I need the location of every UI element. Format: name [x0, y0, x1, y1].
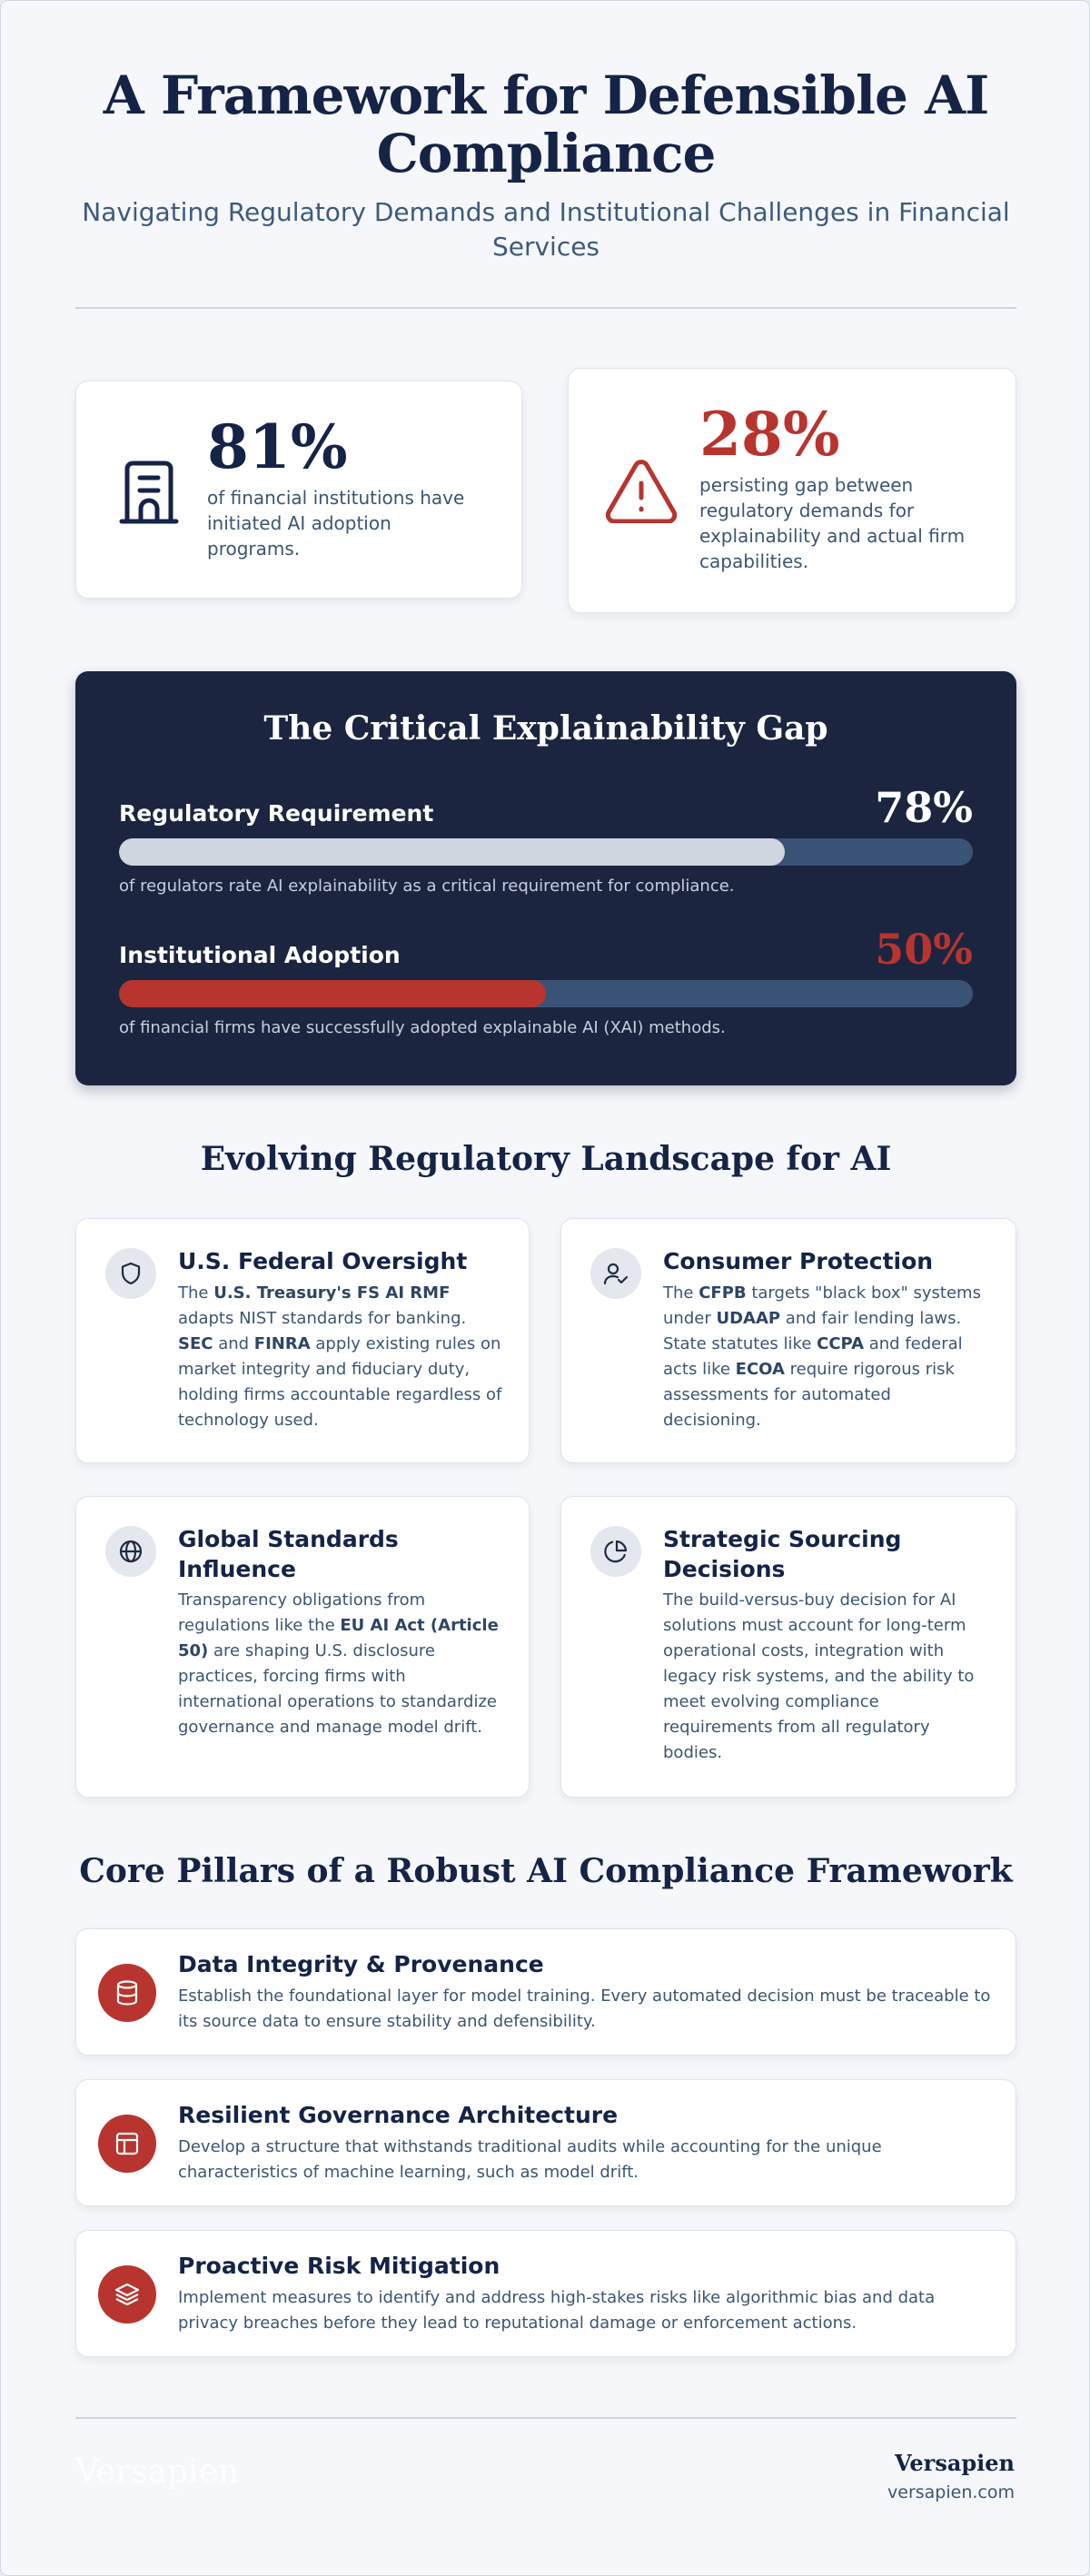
footer-divider: [75, 2417, 1016, 2419]
stat-card-adoption: [75, 381, 522, 599]
footer-url[interactable]: versapien.com: [887, 2482, 1015, 2502]
pie-chart-icon: [590, 1526, 641, 1577]
pillar-title: Proactive Risk Mitigation: [178, 2253, 500, 2279]
emphasis: CFPB: [699, 1283, 747, 1303]
emphasis: UDAAP: [716, 1309, 781, 1328]
building-icon: [118, 460, 180, 529]
pillar-title: Data Integrity & Provenance: [178, 1951, 544, 1977]
layout-icon: [98, 2115, 156, 2173]
gap-desc-regulatory: of regulators rate AI explainability as a critical requirement for compliance.: [119, 877, 735, 896]
layers-icon: [98, 2265, 156, 2323]
database-icon: [98, 1964, 156, 2022]
stat-value: 81%: [207, 411, 348, 482]
pillars-heading: Core Pillars of a Robust AI Compliance Framework: [79, 1852, 1013, 1890]
explainability-gap-panel: [75, 671, 1016, 1085]
landscape-card-federal: [75, 1218, 530, 1463]
gap-value-institutional: 50%: [875, 925, 973, 974]
stat-description: of financial institutions have initiated AI adoption programs.: [207, 487, 465, 560]
emphasis: FINRA: [253, 1334, 311, 1353]
card-body: The build-versus-buy decision for AI solutions must account for long-term operational costs, integration with legacy risk systems, and the ability to meet evolving compliance requirements from all regulatory bodies.: [663, 1590, 975, 1762]
gap-label-institutional: Institutional Adoption: [119, 942, 401, 968]
progress-track-regulatory: [119, 838, 973, 866]
pillar-risk-mitigation: [75, 2230, 1016, 2357]
landscape-card-sourcing: [560, 1496, 1016, 1798]
landscape-card-global: [75, 1496, 530, 1798]
emphasis: U.S. Treasury's FS AI RMF: [213, 1283, 451, 1303]
header-divider: [75, 307, 1016, 309]
pillar-body: Develop a structure that withstands traditional audits while accounting for the unique characteristics of machine learning, such as model drift.: [178, 2137, 882, 2182]
progress-fill-institutional: [119, 980, 546, 1007]
progress-track-institutional: [119, 980, 973, 1007]
warning-icon: [605, 458, 678, 527]
footer-logo: Versapien: [75, 2453, 240, 2491]
pillar-body: Establish the foundational layer for model training. Every automated decision must be traceable to its source data to ensure stability and defensibility.: [178, 1986, 991, 2031]
shield-icon: [105, 1248, 156, 1299]
card-body: The CFPB targets "black box" systems under UDAAP and fair lending laws. State statutes like CCPA and federal acts like ECOA require rigorous risk assessments for automated decisioning.: [663, 1283, 981, 1430]
landscape-card-consumer: [560, 1218, 1016, 1463]
emphasis: CCPA: [817, 1334, 865, 1353]
gap-desc-institutional: of financial firms have successfully adopted explainable AI (XAI) methods.: [119, 1018, 726, 1037]
card-body: Transparency obligations from regulations like the EU AI Act (Article 50) are shaping U.S. disclosure practices, forcing firms with international operations to standardize governance and manage model drift.: [178, 1590, 499, 1737]
stat-description: persisting gap between regulatory demands for explainability and actual firm capabilities.: [699, 474, 966, 572]
progress-fill-regulatory: [119, 838, 785, 866]
emphasis: ECOA: [735, 1360, 785, 1379]
pillar-body: Implement measures to identify and address high-stakes risks like algorithmic bias and data privacy breaches before they lead to reputational damage or enforcement actions.: [178, 2288, 936, 2333]
stat-value: 28%: [699, 399, 840, 470]
pillar-title: Resilient Governance Architecture: [178, 2102, 619, 2128]
pillar-governance: [75, 2079, 1016, 2206]
user-check-icon: [590, 1248, 641, 1299]
page-subtitle: Navigating Regulatory Demands and Institutional Challenges in Financial Services: [82, 197, 1010, 262]
card-title: Global Standards Influence: [178, 1526, 399, 1582]
emphasis: SEC: [178, 1334, 213, 1353]
globe-icon: [105, 1526, 156, 1577]
card-title: U.S. Federal Oversight: [178, 1248, 468, 1274]
landscape-heading: Evolving Regulatory Landscape for AI: [200, 1140, 892, 1178]
gap-value-regulatory: 78%: [875, 783, 973, 832]
gap-title: The Critical Explainability Gap: [263, 709, 828, 748]
card-body: The U.S. Treasury's FS AI RMF adapts NIST standards for banking. SEC and FINRA apply existing rules on market integrity and fiduciary duty, holding firms accountable regardless of technology used.: [178, 1283, 502, 1430]
page-title: A Framework for Defensible AI Compliance: [103, 64, 989, 184]
emphasis: EU AI Act (Article 50): [178, 1616, 499, 1660]
card-title: Strategic Sourcing Decisions: [663, 1526, 902, 1582]
pillar-data-integrity: [75, 1928, 1016, 2056]
card-title: Consumer Protection: [663, 1248, 934, 1274]
stat-card-gap: [568, 368, 1016, 613]
gap-label-regulatory: Regulatory Requirement: [119, 800, 434, 827]
footer-brand: Versapien: [894, 2450, 1015, 2476]
